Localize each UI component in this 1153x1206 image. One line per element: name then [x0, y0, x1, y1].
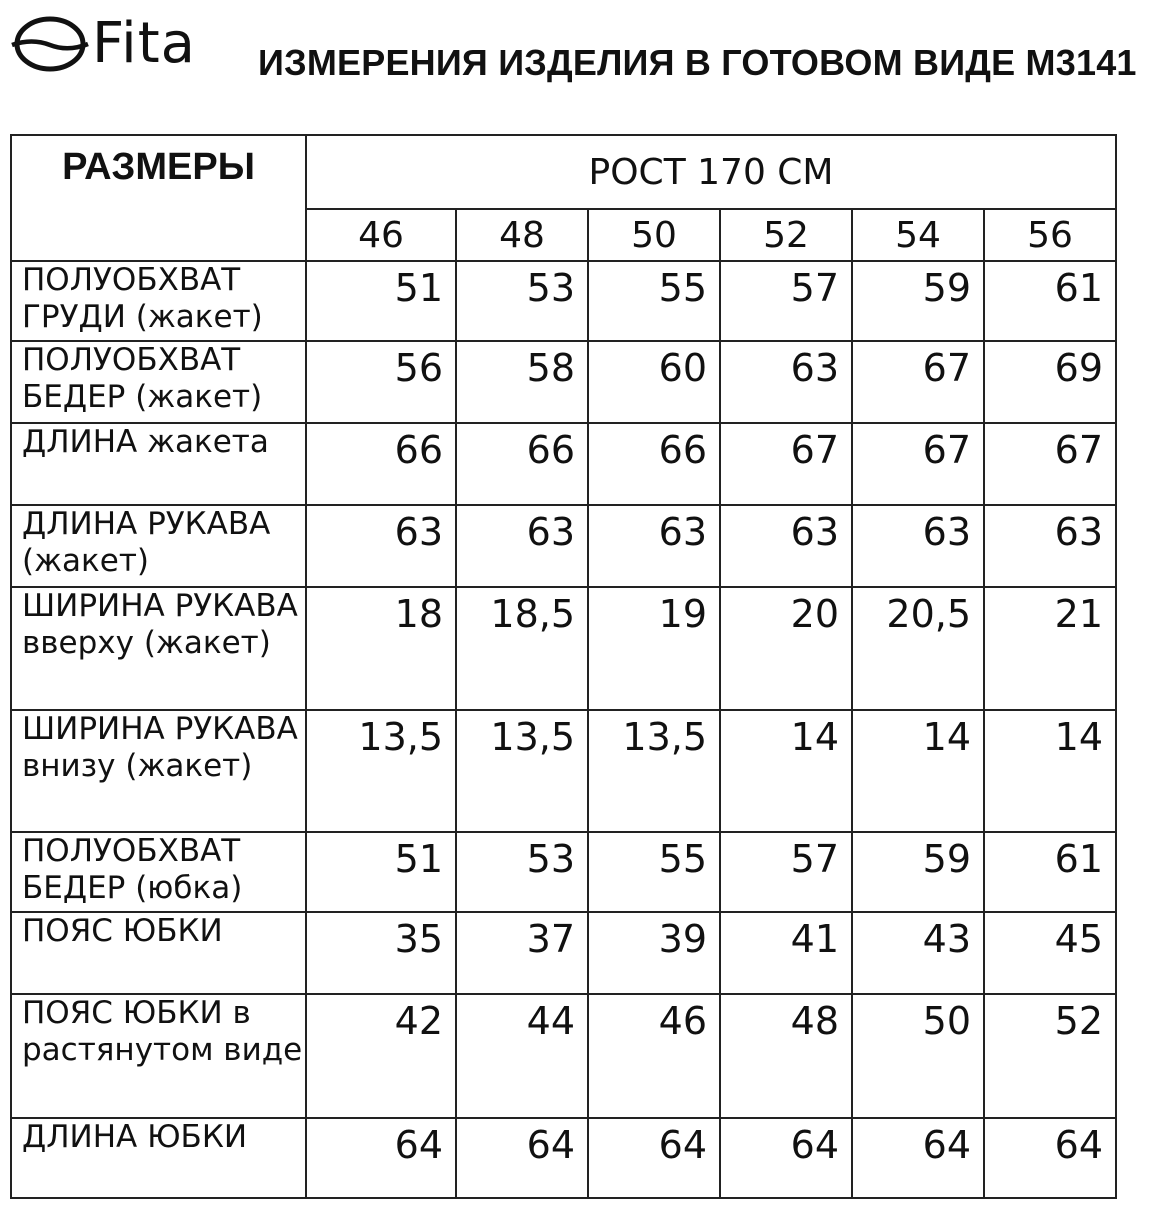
measurement-label: ШИРИНА РУКАВА вверху (жакет)	[11, 587, 306, 710]
measurement-value: 48	[720, 994, 852, 1118]
measurement-value: 59	[852, 261, 984, 341]
measurement-value: 14	[720, 710, 852, 832]
size-header-cell: 56	[984, 209, 1116, 261]
measurement-value: 66	[456, 423, 588, 505]
size-header-cell: 46	[306, 209, 456, 261]
measurement-value: 50	[852, 994, 984, 1118]
table-row	[11, 505, 1116, 587]
measurement-value: 69	[984, 341, 1116, 423]
measurement-value: 51	[306, 832, 456, 912]
measurement-value: 35	[306, 912, 456, 994]
measurement-value: 61	[984, 832, 1116, 912]
measurement-value: 63	[306, 505, 456, 587]
measurement-value: 63	[720, 505, 852, 587]
measurement-value: 37	[456, 912, 588, 994]
measurement-value: 64	[306, 1118, 456, 1198]
measurement-label: ПОЛУОБХВАТ БЕДЕР (юбка)	[11, 832, 306, 912]
measurement-value: 64	[984, 1118, 1116, 1198]
measurement-label: ПОЯС ЮБКИ	[11, 912, 306, 994]
measurement-value: 66	[306, 423, 456, 505]
measurement-value: 58	[456, 341, 588, 423]
measurement-value: 44	[456, 994, 588, 1118]
measurement-value: 20	[720, 587, 852, 710]
table-row	[11, 261, 1116, 341]
measurement-value: 43	[852, 912, 984, 994]
measurement-value: 63	[984, 505, 1116, 587]
measurements-table	[10, 134, 1117, 1199]
logo-text: Fita	[92, 11, 196, 76]
table-row	[11, 341, 1116, 423]
brand-logo	[10, 8, 196, 80]
measurement-value: 63	[720, 341, 852, 423]
measurement-value: 67	[984, 423, 1116, 505]
measurement-label: ДЛИНА ЮБКИ	[11, 1118, 306, 1198]
size-header-cell: 50	[588, 209, 720, 261]
measurement-value: 19	[588, 587, 720, 710]
measurement-value: 55	[588, 832, 720, 912]
measurement-value: 67	[852, 341, 984, 423]
measurement-value: 52	[984, 994, 1116, 1118]
fita-logo-icon	[10, 14, 90, 74]
measurement-label: ДЛИНА жакета	[11, 423, 306, 505]
measurement-value: 64	[456, 1118, 588, 1198]
measurement-label: ШИРИНА РУКАВА внизу (жакет)	[11, 710, 306, 832]
measurement-value: 46	[588, 994, 720, 1118]
measurement-value: 39	[588, 912, 720, 994]
measurement-value: 20,5	[852, 587, 984, 710]
measurement-value: 42	[306, 994, 456, 1118]
measurement-value: 63	[456, 505, 588, 587]
measurement-value: 63	[588, 505, 720, 587]
measurement-value: 13,5	[306, 710, 456, 832]
measurement-value: 53	[456, 261, 588, 341]
measurement-label: ПОЯС ЮБКИ в растянутом виде	[11, 994, 306, 1118]
measurement-value: 18	[306, 587, 456, 710]
page-title: ИЗМЕРЕНИЯ ИЗДЕЛИЯ В ГОТОВОМ ВИДЕ М3141	[258, 42, 1137, 83]
height-header: РОСТ 170 СМ	[306, 135, 1116, 209]
measurement-value: 61	[984, 261, 1116, 341]
measurement-value: 57	[720, 261, 852, 341]
measurement-value: 56	[306, 341, 456, 423]
measurement-value: 13,5	[456, 710, 588, 832]
table-row	[11, 423, 1116, 505]
table-row	[11, 1118, 1116, 1198]
size-header-cell: 48	[456, 209, 588, 261]
measurement-value: 64	[852, 1118, 984, 1198]
measurement-value: 13,5	[588, 710, 720, 832]
measurement-value: 55	[588, 261, 720, 341]
measurement-value: 57	[720, 832, 852, 912]
measurement-value: 59	[852, 832, 984, 912]
measurement-value: 53	[456, 832, 588, 912]
measurement-value: 67	[852, 423, 984, 505]
size-header-cell: 54	[852, 209, 984, 261]
measurement-value: 14	[984, 710, 1116, 832]
measurement-value: 66	[588, 423, 720, 505]
measurement-value: 18,5	[456, 587, 588, 710]
measurement-value: 64	[720, 1118, 852, 1198]
measurement-value: 64	[588, 1118, 720, 1198]
measurement-label: ПОЛУОБХВАТ БЕДЕР (жакет)	[11, 341, 306, 423]
measurement-value: 51	[306, 261, 456, 341]
table-row	[11, 994, 1116, 1118]
measurement-label: ДЛИНА РУКАВА (жакет)	[11, 505, 306, 587]
measurement-value: 63	[852, 505, 984, 587]
table-row	[11, 587, 1116, 710]
measurement-label: ПОЛУОБХВАТ ГРУДИ (жакет)	[11, 261, 306, 341]
measurement-value: 14	[852, 710, 984, 832]
measurement-value: 45	[984, 912, 1116, 994]
measurement-value: 21	[984, 587, 1116, 710]
table-row	[11, 912, 1116, 994]
measurement-value: 41	[720, 912, 852, 994]
measurement-value: 67	[720, 423, 852, 505]
table-row	[11, 832, 1116, 912]
measurement-value: 60	[588, 341, 720, 423]
sizes-header: РАЗМЕРЫ	[11, 135, 306, 261]
table-row	[11, 710, 1116, 832]
size-header-cell: 52	[720, 209, 852, 261]
